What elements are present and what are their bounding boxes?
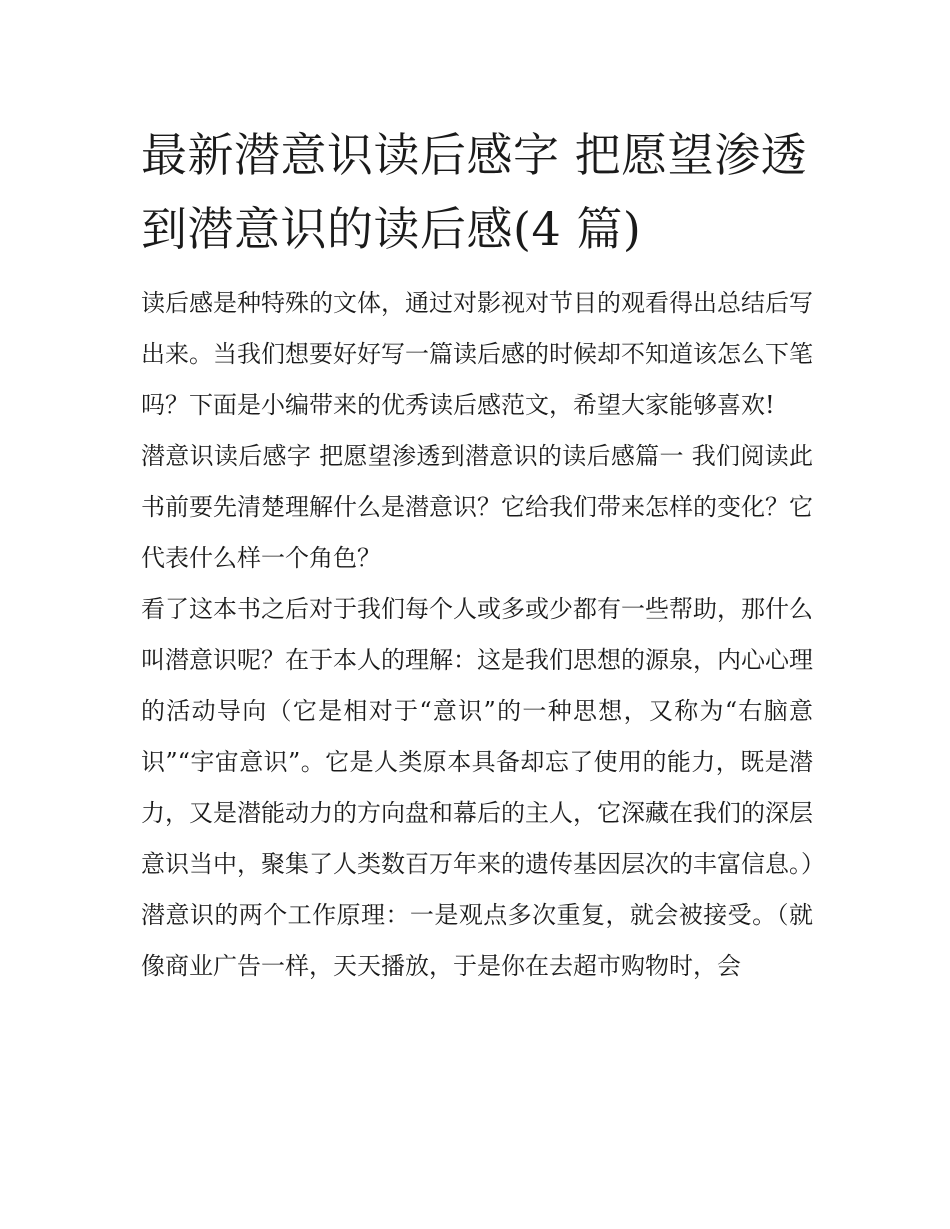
paragraph-chapter-one: 潜意识读后感字 把愿望渗透到潜意识的读后感篇一 我们阅读此书前要先清楚理解什么是潜意识？它给我们带来怎样的变化？它代表什么样一个角色？ (141, 442, 813, 572)
paragraph-definition: 看了这本书之后对于我们每个人或多或少都有一些帮助，那什么叫潜意识呢？在于本人的理解：这是我们思想的源泉，内心心理的活动导向（它是相对于“意识”的一种思想，又称为“右脑意识”“宇宙意识”。它是人类原本具备却忘了使用的能力，既是潜力，又是潜能动力的方向盘和幕后的主人，它深藏在我们的深层意识当中，聚集了人类数百万年来的遗传基因层次的丰富信息。） (141, 595, 825, 878)
paragraph-intro: 读后感是种特殊的文体，通过对影视对节目的观看得出总结后写出来。当我们想要好好写一篇读后感的时候却不知道该怎么下笔吗？下面是小编带来的优秀读后感范文，希望大家能够喜欢! (141, 289, 813, 419)
paragraph-principles: 潜意识的两个工作原理：一是观点多次重复，就会被接受。（就像商业广告一样，天天播放，于是你在去超市购物时，会 (141, 901, 813, 980)
document-title: 最新潜意识读后感字 把愿望渗透到潜意识的读后感(4 篇) (141, 128, 808, 256)
document-page (141, 118, 825, 992)
